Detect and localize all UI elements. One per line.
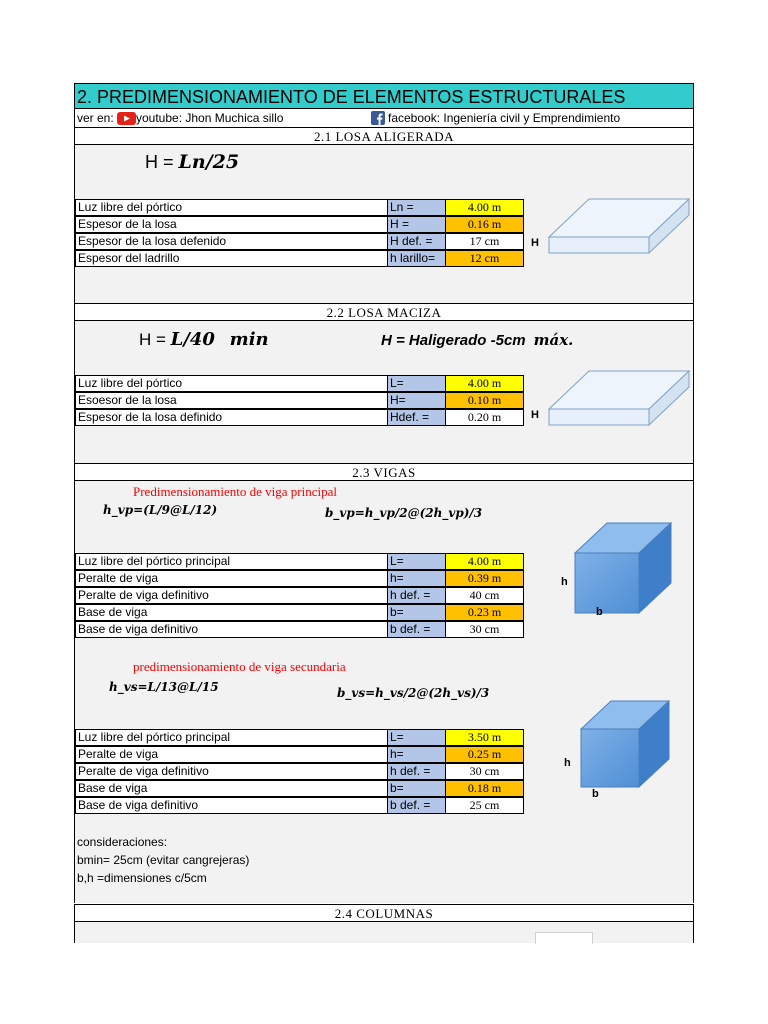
row-label: Luz libre del pórtico principal xyxy=(75,553,388,570)
row-label: Espesor del ladrillo xyxy=(75,250,388,267)
consideraciones-title: consideraciones: xyxy=(77,835,168,849)
formula-losa-aligerada: Ln/25 xyxy=(178,151,240,173)
row-value-cell[interactable]: 0.23 m xyxy=(446,604,524,621)
row-label: Base de viga xyxy=(75,780,388,797)
slab-figure xyxy=(545,195,693,261)
row-label: Luz libre del pórtico principal xyxy=(75,729,388,746)
row-value-cell[interactable]: 0.10 m xyxy=(446,392,524,409)
row-label: Espesor de la losa definido xyxy=(75,409,388,426)
row-symbol: b def. = xyxy=(388,797,446,814)
figure-b-label: b xyxy=(596,606,603,618)
formula-b-vp: b_vp=h_vp/2@(2h_vp)/3 xyxy=(325,506,483,520)
page-title: 2. PREDIMENSIONAMIENTO DE ELEMENTOS ESTRUCTURALES xyxy=(74,83,694,109)
facebook-link[interactable]: facebook: Ingeniería civil y Emprendimiento xyxy=(388,111,621,125)
row-symbol: L= xyxy=(388,375,446,392)
row-value-cell[interactable]: 4.00 m xyxy=(446,375,524,392)
formula-prefix: H = Ln/25 xyxy=(145,151,240,173)
row-symbol: h= xyxy=(388,570,446,587)
figure-h-label: H xyxy=(531,409,539,421)
row-value-cell[interactable]: 4.00 m xyxy=(446,199,524,216)
section-losa-maciza xyxy=(74,321,694,464)
row-label: Base de viga definitivo xyxy=(75,621,388,638)
viga-principal-title: Predimensionamiento de viga principal xyxy=(133,484,337,499)
consideraciones-line: bmin= 25cm (evitar cangrejeras) xyxy=(77,853,250,867)
slab-figure xyxy=(545,367,693,433)
row-value-cell[interactable]: 0.39 m xyxy=(446,570,524,587)
row-label: Base de viga xyxy=(75,604,388,621)
row-symbol: L= xyxy=(388,729,446,746)
row-label: Espesor de la losa defenido xyxy=(75,233,388,250)
formula-losa-maciza-max: H = Haligerado -5cm máx. xyxy=(381,331,574,349)
links-row xyxy=(74,109,694,127)
row-label: Espesor de la losa xyxy=(75,216,388,233)
row-symbol: h def. = xyxy=(388,763,446,780)
row-symbol: H def. = xyxy=(388,233,446,250)
row-symbol: H= xyxy=(388,392,446,409)
beam-figure xyxy=(577,699,673,789)
facebook-icon[interactable] xyxy=(371,111,385,125)
row-label: Peralte de viga xyxy=(75,746,388,763)
column-figure-fragment xyxy=(535,932,593,944)
row-value-cell[interactable]: 3.50 m xyxy=(446,729,524,746)
row-value-cell[interactable]: 0.25 m xyxy=(446,746,524,763)
formula-b-vs: b_vs=h_vs/2@(2h_vs)/3 xyxy=(337,686,490,700)
youtube-link[interactable]: youtube: Jhon Muchica sillo xyxy=(136,111,284,125)
figure-h-label: h xyxy=(564,757,571,769)
section-header-columnas: 2.4 COLUMNAS xyxy=(74,904,694,922)
viga-secundaria-title: predimensionamiento de viga secundaria xyxy=(133,659,346,674)
section-vigas xyxy=(74,481,694,903)
row-symbol: h def. = xyxy=(388,587,446,604)
spreadsheet-page xyxy=(74,83,696,943)
row-label: Peralte de viga definitivo xyxy=(75,763,388,780)
section-header-losa-maciza: 2.2 LOSA MACIZA xyxy=(74,303,694,321)
row-value-cell[interactable]: 30 cm xyxy=(446,621,524,638)
row-value-cell[interactable]: 0.18 m xyxy=(446,780,524,797)
row-label: Base de viga definitivo xyxy=(75,797,388,814)
row-symbol: b def. = xyxy=(388,621,446,638)
figure-b-label: b xyxy=(592,788,599,800)
formula-h-vp: h_vp=(L/9@L/12) xyxy=(103,503,218,517)
row-value-cell[interactable]: 0.16 m xyxy=(446,216,524,233)
row-symbol: Ln = xyxy=(388,199,446,216)
section-columnas xyxy=(74,922,694,943)
section-header-losa-aligerada: 2.1 LOSA ALIGERADA xyxy=(74,127,694,145)
row-label: Luz libre del pórtico xyxy=(75,199,388,216)
formula-losa-maciza: H = L/40 min xyxy=(139,329,269,350)
ver-en-label: ver en: xyxy=(77,111,114,125)
row-value-cell[interactable]: 17 cm xyxy=(446,233,524,250)
row-symbol: h larillo= xyxy=(388,250,446,267)
row-symbol: H = xyxy=(388,216,446,233)
row-value-cell[interactable]: 40 cm xyxy=(446,587,524,604)
row-label: Peralte de viga xyxy=(75,570,388,587)
row-label: Luz libre del pórtico xyxy=(75,375,388,392)
row-label: Peralte de viga definitivo xyxy=(75,587,388,604)
figure-h-label: h xyxy=(561,576,568,588)
row-value-cell[interactable]: 4.00 m xyxy=(446,553,524,570)
figure-h-label: H xyxy=(531,237,539,249)
youtube-icon[interactable] xyxy=(117,112,136,125)
consideraciones-line: b,h =dimensiones c/5cm xyxy=(77,871,207,885)
row-value-cell[interactable]: 0.20 m xyxy=(446,409,524,426)
formula-h-vs: h_vs=L/13@L/15 xyxy=(109,680,219,694)
row-symbol: L= xyxy=(388,553,446,570)
section-header-vigas: 2.3 VIGAS xyxy=(74,463,694,481)
row-symbol: b= xyxy=(388,780,446,797)
row-value-cell[interactable]: 30 cm xyxy=(446,763,524,780)
row-value-cell[interactable]: 25 cm xyxy=(446,797,524,814)
row-label: Esoesor de la losa xyxy=(75,392,388,409)
row-value-cell[interactable]: 12 cm xyxy=(446,250,524,267)
beam-figure xyxy=(571,521,675,615)
row-symbol: b= xyxy=(388,604,446,621)
section-losa-aligerada xyxy=(74,145,694,303)
row-symbol: Hdef. = xyxy=(388,409,446,426)
row-symbol: h= xyxy=(388,746,446,763)
